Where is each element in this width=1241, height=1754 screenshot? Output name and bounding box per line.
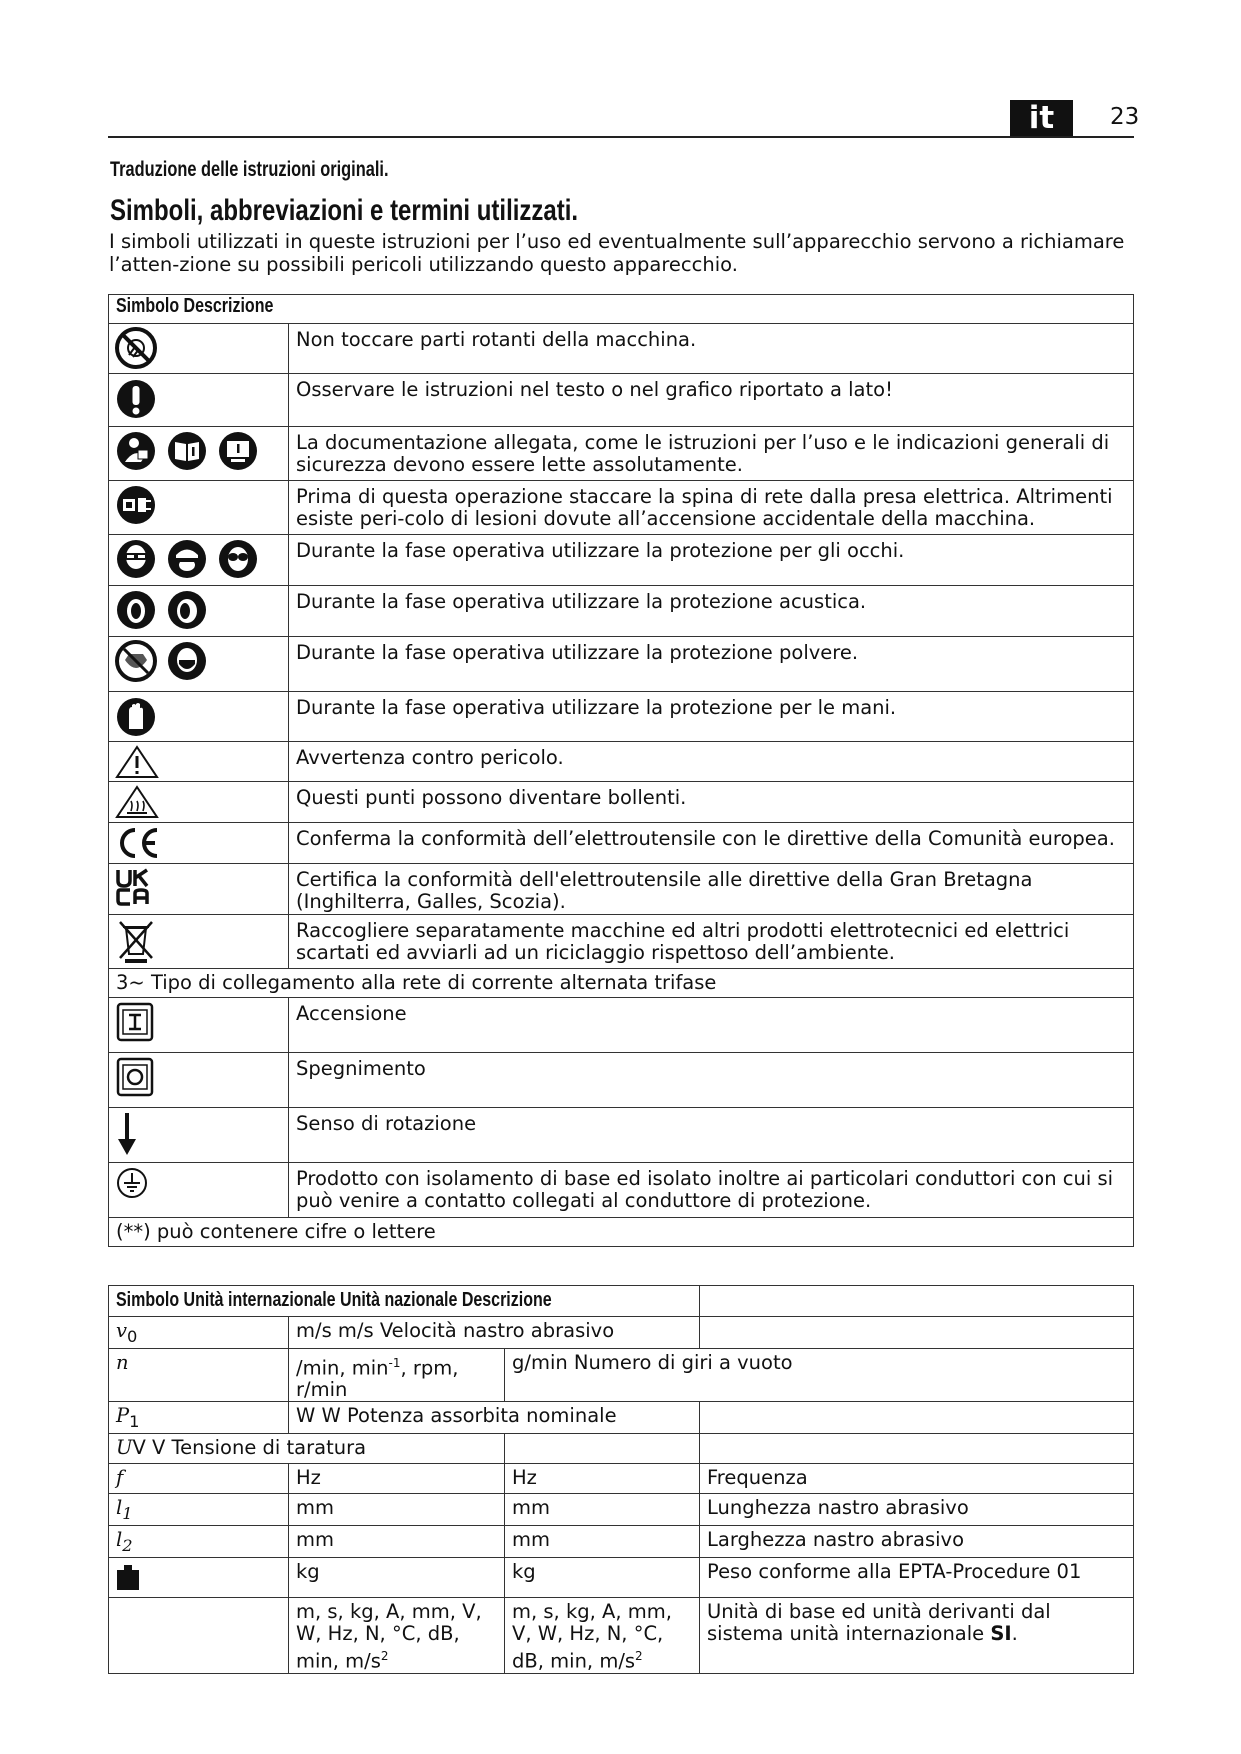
nat-unit-cell: Hz	[505, 1464, 700, 1494]
header-rule	[108, 136, 1134, 138]
symbol-cell	[109, 535, 289, 586]
symbol-cell	[109, 1108, 289, 1163]
desc-cell: Lunghezza nastro abrasivo	[700, 1494, 1134, 1526]
symbol-cell	[109, 427, 289, 481]
merged-cell: m/s m/s Velocità nastro abrasivo	[289, 1317, 700, 1349]
symbols-table-header: Simbolo Descrizione	[109, 295, 1134, 324]
nat-unit-cell: mm	[505, 1526, 700, 1558]
face-shield-icon	[166, 538, 208, 580]
ce-mark-icon	[115, 826, 161, 860]
weight-icon	[116, 1561, 140, 1591]
symbol-cell	[109, 782, 289, 823]
description-cell: Raccogliere separatamente macchine ed altri prodotti elettrotecnici ed elettrici scartati ed avviarli ad un riciclaggio rispettoso dell’ambiente.	[289, 915, 1134, 969]
page-number: 23	[1110, 104, 1140, 130]
intl-unit-cell: kg	[289, 1558, 505, 1598]
description-cell: Prodotto con isolamento di base ed isolato inoltre ai particolari conduttori con cui si può venire a contatto collegati al conduttore di protezione.	[289, 1163, 1134, 1218]
description-cell: Durante la fase operativa utilizzare la protezione per gli occhi.	[289, 535, 1134, 586]
desc-cell: Larghezza nastro abrasivo	[700, 1526, 1134, 1558]
language-badge: it	[1010, 100, 1073, 136]
read-manual-person-icon	[115, 430, 157, 472]
description-cell: Durante la fase operativa utilizzare la protezione acustica.	[289, 586, 1134, 637]
symbol-cell	[109, 998, 289, 1053]
description-cell: Prima di questa operazione staccare la spina di rete dalla presa elettrica. Altrimenti esiste peri-colo di lesioni dovute all’accensione accidentale della macchina.	[289, 481, 1134, 535]
symbol-cell	[109, 374, 289, 427]
desc-cell: Frequenza	[700, 1464, 1134, 1494]
subtitle: Traduzione delle istruzioni originali.	[110, 158, 389, 181]
three-phase-row: 3~ Tipo di collegamento alla rete di corrente alternata trifase	[109, 969, 1134, 998]
description-cell: Spegnimento	[289, 1053, 1134, 1108]
symbols-table	[108, 294, 1134, 1247]
symbol-cell	[109, 864, 289, 915]
symbol-cell	[109, 1163, 289, 1218]
rotation-arrow-icon	[115, 1111, 139, 1157]
description-cell: Questi punti possono diventare bollenti.	[289, 782, 1134, 823]
read-manual-book-icon	[166, 430, 208, 472]
description-cell: Certifica la conformità dell'elettroutensile alle direttive della Gran Bretagna (Inghilterra, Galles, Scozia).	[289, 864, 1134, 915]
intl-unit-cell: mm	[289, 1526, 505, 1558]
merged-cell: UV V Tensione di taratura	[109, 1434, 505, 1464]
no-touch-rotating-icon	[115, 327, 157, 369]
description-cell: Durante la fase operativa utilizzare la protezione per le mani.	[289, 692, 1134, 742]
goggles-icon	[217, 538, 259, 580]
protective-earth-icon	[115, 1166, 149, 1200]
symbol-cell	[109, 324, 289, 374]
description-cell: Avvertenza contro pericolo.	[289, 742, 1134, 782]
symbol-cell: n	[109, 1348, 289, 1402]
eye-protection-icon	[115, 538, 157, 580]
symbol-cell	[109, 915, 289, 969]
page-title: Simboli, abbreviazioni e termini utilizzati.	[110, 194, 579, 227]
ear-protection-icon	[115, 589, 157, 631]
symbol-cell	[109, 1053, 289, 1108]
ukca-mark-icon	[115, 867, 151, 907]
units-table-header: Simbolo Unità internazionale Unità nazionale Descrizione	[109, 1286, 700, 1317]
nat-unit-cell: kg	[505, 1558, 700, 1598]
merged-cell: W W Potenza assorbita nominale	[289, 1402, 700, 1434]
description-cell: Conferma la conformità dell’elettroutensile con le direttive della Comunità europea.	[289, 823, 1134, 864]
nat-unit-cell: mm	[505, 1494, 700, 1526]
symbol-cell	[109, 586, 289, 637]
switch-on-icon	[115, 1001, 155, 1043]
description-cell: Non toccare parti rotanti della macchina.	[289, 324, 1134, 374]
symbol-cell	[109, 742, 289, 782]
description-cell: La documentazione allegata, come le istruzioni per l’uso e le indicazioni generali di sicurezza devono essere lette assolutamente.	[289, 427, 1134, 481]
symbol-cell	[109, 481, 289, 535]
intro-paragraph: I simboli utilizzati in queste istruzioni per l’uso ed eventualmente sull’apparecchio servono a richiamare l’atten-zione su possibili pericoli utilizzando questo apparecchio.	[109, 230, 1125, 276]
dust-mask-icon	[115, 640, 157, 682]
merged-cell: g/min Numero di giri a vuoto	[505, 1348, 1134, 1402]
nat-unit-cell: m, s, kg, A, mm, V, W, Hz, N, °C, dB, min, $m/s^2$	[505, 1598, 700, 1674]
symbol-cell: $P_1$	[109, 1402, 289, 1434]
warning-triangle-icon	[115, 745, 159, 779]
symbol-cell: $v_0$	[109, 1317, 289, 1349]
symbol-cell: f	[109, 1464, 289, 1494]
hot-surface-icon	[115, 785, 159, 819]
units-table	[108, 1285, 1134, 1674]
desc-cell: Unità di base ed unità derivanti dal sistema unità internazionale SI.	[700, 1598, 1134, 1674]
footnote-row: (**) può contenere cifre o lettere	[109, 1218, 1134, 1247]
symbol-cell	[109, 692, 289, 742]
mandatory-exclamation-icon	[115, 377, 157, 421]
intl-unit-cell: /min, $\min^{-1}$, rpm, r/min	[289, 1348, 505, 1402]
gloves-icon	[115, 695, 157, 739]
description-cell: Accensione	[289, 998, 1134, 1053]
read-manual-screen-icon	[217, 430, 259, 472]
intl-unit-cell: Hz	[289, 1464, 505, 1494]
symbol-cell	[109, 1558, 289, 1598]
intl-unit-cell: m, s, kg, A, mm, V, W, Hz, N, °C, dB, min, $m/s^2$	[289, 1598, 505, 1674]
symbol-cell: $l_2$	[109, 1526, 289, 1558]
respirator-icon	[166, 640, 208, 682]
description-cell: Durante la fase operativa utilizzare la protezione polvere.	[289, 637, 1134, 692]
symbol-cell: $l_1$	[109, 1494, 289, 1526]
weee-bin-icon	[115, 918, 157, 964]
desc-cell: Peso conforme alla EPTA-Procedure 01	[700, 1558, 1134, 1598]
symbol-cell	[109, 823, 289, 864]
switch-off-icon	[115, 1056, 155, 1098]
unplug-icon	[115, 484, 157, 526]
intl-unit-cell: mm	[289, 1494, 505, 1526]
description-cell: Osservare le istruzioni nel testo o nel grafico riportato a lato!	[289, 374, 1134, 427]
ear-protection-icon	[166, 589, 208, 631]
symbol-cell	[109, 637, 289, 692]
description-cell: Senso di rotazione	[289, 1108, 1134, 1163]
